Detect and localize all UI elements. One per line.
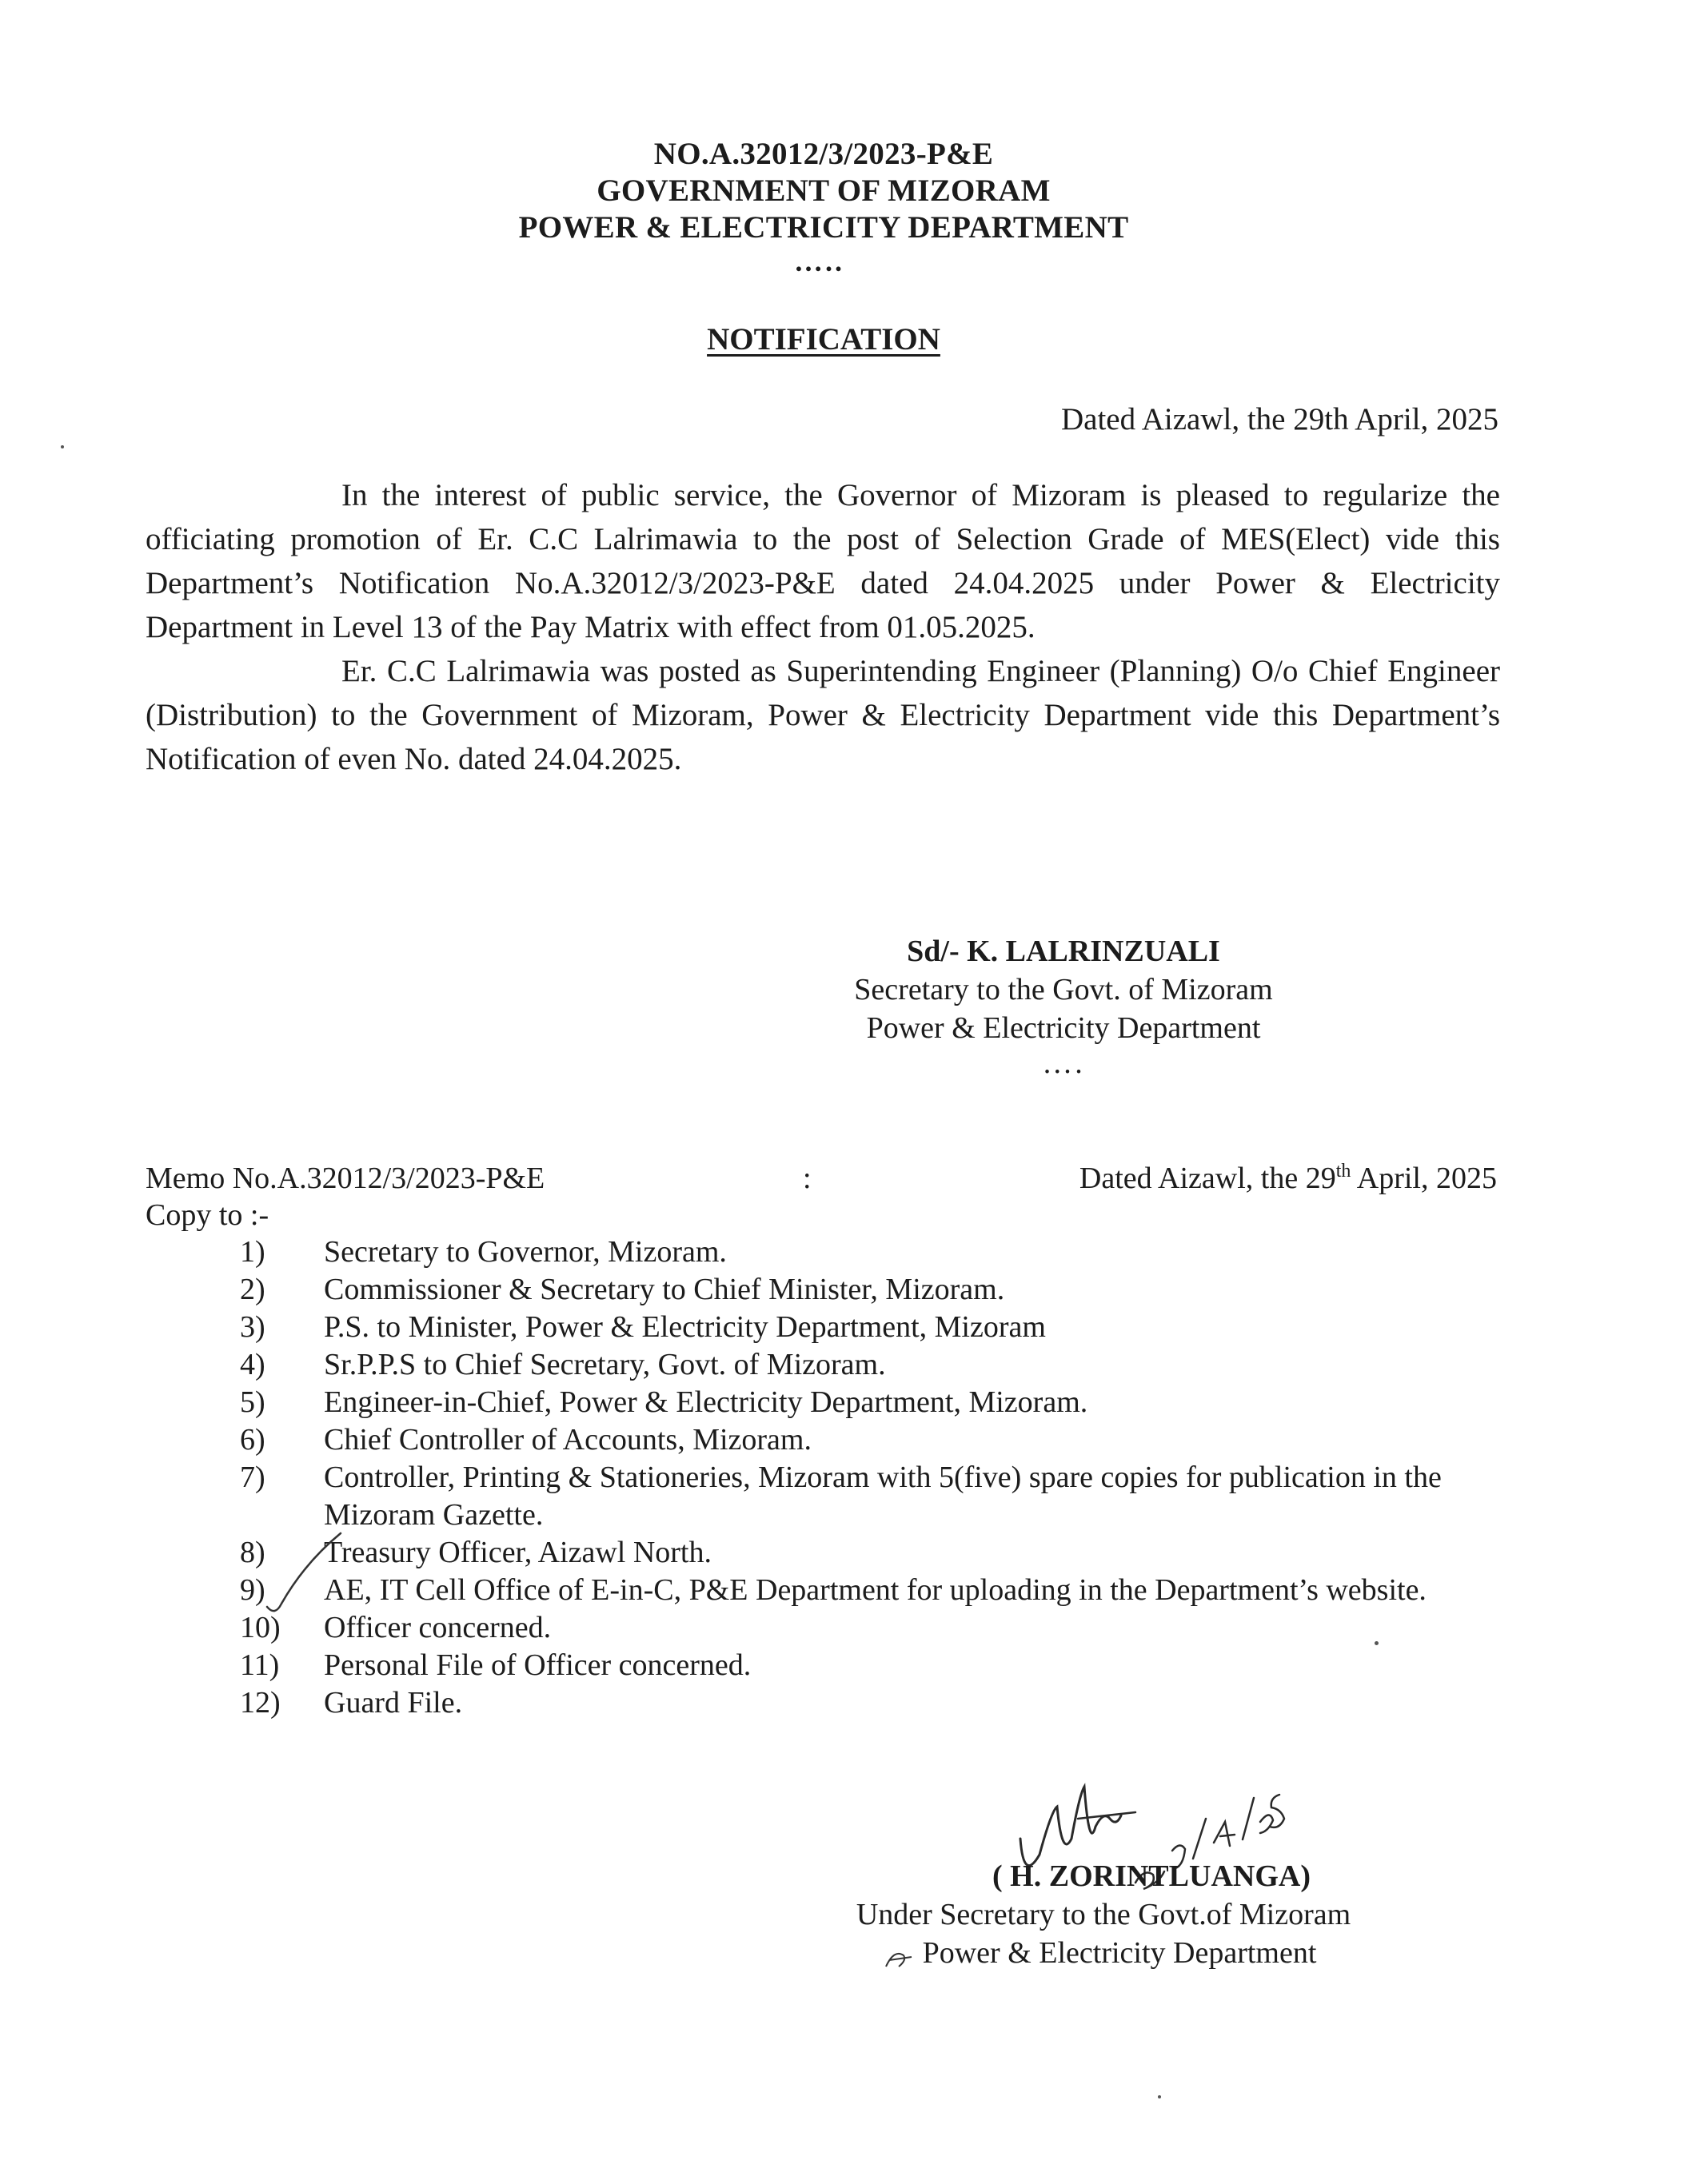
scan-speck: [1158, 2095, 1161, 2098]
signatory-2-department: Power & Electricity Department: [922, 1936, 1317, 1970]
scan-speck: [61, 445, 64, 448]
copy-recipient-item: [0, 1421, 1684, 1459]
recipient-number: 8): [240, 1536, 265, 1569]
recipient-number: 5): [240, 1385, 265, 1419]
copy-recipient-item: [0, 1384, 1684, 1421]
recipient-text: AE, IT Cell Office of E-in-C, P&E Department for uploading in the Department’s website.: [324, 1573, 1427, 1607]
copy-recipient-item: [0, 1684, 1684, 1722]
memo-date: Dated Aizawl, the 29th April, 2025: [1079, 1161, 1497, 1195]
recipient-number: 11): [240, 1648, 280, 1682]
copy-recipients-list: [0, 1233, 1684, 1722]
copy-recipient-item: [0, 1609, 1684, 1647]
recipient-number: 10): [240, 1611, 281, 1644]
recipient-text: Secretary to Governor, Mizoram.: [324, 1235, 727, 1269]
copy-recipient-item: [0, 1233, 1684, 1271]
recipient-text: Sr.P.P.S to Chief Secretary, Govt. of Mizoram.: [324, 1348, 886, 1381]
recipient-number: 2): [240, 1273, 265, 1306]
recipient-text: Officer concerned.: [324, 1611, 552, 1644]
copy-recipient-item: [0, 1271, 1684, 1309]
memo-number: Memo No.A.32012/3/2023-P&E: [146, 1162, 545, 1195]
recipient-number: 9): [240, 1573, 265, 1607]
recipient-text: Commissioner & Secretary to Chief Minister, Mizoram.: [324, 1273, 1005, 1306]
header-separator: …..: [794, 245, 844, 277]
recipient-number: 7): [240, 1461, 265, 1494]
department-name: POWER & ELECTRICITY DEPARTMENT: [518, 210, 1129, 245]
copy-to-label: Copy to :-: [146, 1198, 269, 1232]
recipient-number: 12): [240, 1686, 281, 1720]
notification-title: NOTIFICATION: [707, 322, 940, 357]
signatory-1-name: Sd/- K. LALRINZUALI: [907, 935, 1220, 968]
recipient-text: Controller, Printing & Stationeries, Mizoram with 5(five) spare copies for publication in the Mizoram Gazette.: [324, 1461, 1442, 1532]
signatory-1-designation: Secretary to the Govt. of Mizoram: [854, 973, 1273, 1006]
copy-recipient-item: [0, 1647, 1684, 1684]
copy-recipient-item: [0, 1534, 1684, 1572]
file-number: NO.A.32012/3/2023-P&E: [653, 137, 994, 171]
notification-paragraph-1: In the interest of public service, the Governor of Mizoram is pleased to regularize the officiating promotion of Er. C.C Lalrimawia to the post of Selection Grade of MES(Elect) vide this Department’s Notification No.A.32012/3/2023-P&E dated 24.04.2025 under Power & Electricity Department in Level 13 of the Pay Matrix with effect from 01.05.2025.: [146, 478, 1500, 644]
recipient-text: Guard File.: [324, 1686, 463, 1720]
signatory-1-separator: ….: [1042, 1046, 1085, 1080]
recipient-text: Chief Controller of Accounts, Mizoram.: [324, 1423, 812, 1457]
signatory-2-designation: Under Secretary to the Govt.of Mizoram: [856, 1898, 1351, 1931]
copy-recipient-item: [0, 1346, 1684, 1384]
signatory-2-name: ( H. ZORINTLUANGA): [992, 1859, 1311, 1893]
copy-recipient-item: [0, 1309, 1684, 1346]
recipient-text: Treasury Officer, Aizawl North.: [324, 1536, 712, 1569]
recipient-number: 3): [240, 1310, 265, 1344]
recipient-number: 1): [240, 1235, 265, 1269]
memo-colon: :: [803, 1162, 812, 1195]
recipient-text: P.S. to Minister, Power & Electricity Department, Mizoram: [324, 1310, 1046, 1344]
strikethrough-mark: [883, 1943, 915, 1975]
government-name: GOVERNMENT OF MIZORAM: [597, 173, 1051, 208]
recipient-number: 4): [240, 1348, 265, 1381]
copy-recipient-item: [0, 1459, 1684, 1534]
recipient-number: 6): [240, 1423, 265, 1457]
notification-paragraph-2: Er. C.C Lalrimawia was posted as Superintending Engineer (Planning) O/o Chief Engineer (Distribution) to the Government of Mizoram, Power & Electricity Department vide this Department’s Notification of even No. dated 24.04.2025.: [146, 654, 1500, 776]
copy-recipient-item: [0, 1572, 1684, 1609]
scan-speck: [1375, 1641, 1379, 1645]
handwritten-tick-mark: [261, 1527, 349, 1619]
recipient-text: Engineer-in-Chief, Power & Electricity Department, Mizoram.: [324, 1385, 1088, 1419]
signatory-1-department: Power & Electricity Department: [866, 1011, 1261, 1045]
recipient-text: Personal File of Officer concerned.: [324, 1648, 752, 1682]
notification-date: Dated Aizawl, the 29th April, 2025: [1061, 402, 1498, 436]
